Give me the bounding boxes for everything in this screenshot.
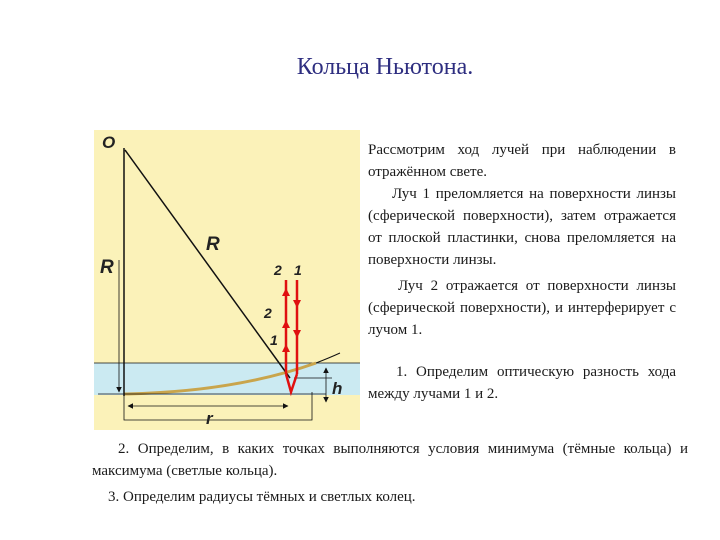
label-ray-2-side: 2 <box>264 305 272 321</box>
label-o: O <box>102 133 116 152</box>
page-title: Кольца Ньютона. <box>296 54 474 80</box>
label-r-left: R <box>100 257 114 278</box>
label-r: r <box>206 409 213 428</box>
glass-plate <box>94 363 360 395</box>
label-r-diagonal: R <box>206 234 220 255</box>
label-ray-1-side: 1 <box>270 332 278 348</box>
label-h: h <box>332 379 343 398</box>
ray-2-paragraph: Луч 2 отражается от поверхности линзы (сферической поверхности), и интерферирует с лучом 1. <box>368 278 676 338</box>
intro-paragraph: Рассмотрим ход лучей при наблюдении в отражённом свете. <box>368 142 676 180</box>
ray-1-paragraph: Луч 1 преломляется на поверхности линзы (сферической поверхности), затем отражается от плоской пластинки, снова преломляется на поверхности линзы. <box>368 186 676 268</box>
explanation-text <box>368 139 676 405</box>
label-ray-2-top: 2 <box>274 262 282 278</box>
steps-text <box>92 438 688 508</box>
label-ray-1-top: 1 <box>294 262 302 278</box>
step-1-paragraph: 1. Определим оптическую разность хода между лучами 1 и 2. <box>368 364 676 402</box>
newton-rings-diagram <box>94 130 360 430</box>
step-3-paragraph: 3. Определим радиусы тёмных и светлых колец. <box>108 489 416 505</box>
step-2-paragraph: 2. Определим, в каких точках выполняются условия минимума (тёмные кольца) и максимума (светлые кольца). <box>92 441 688 479</box>
